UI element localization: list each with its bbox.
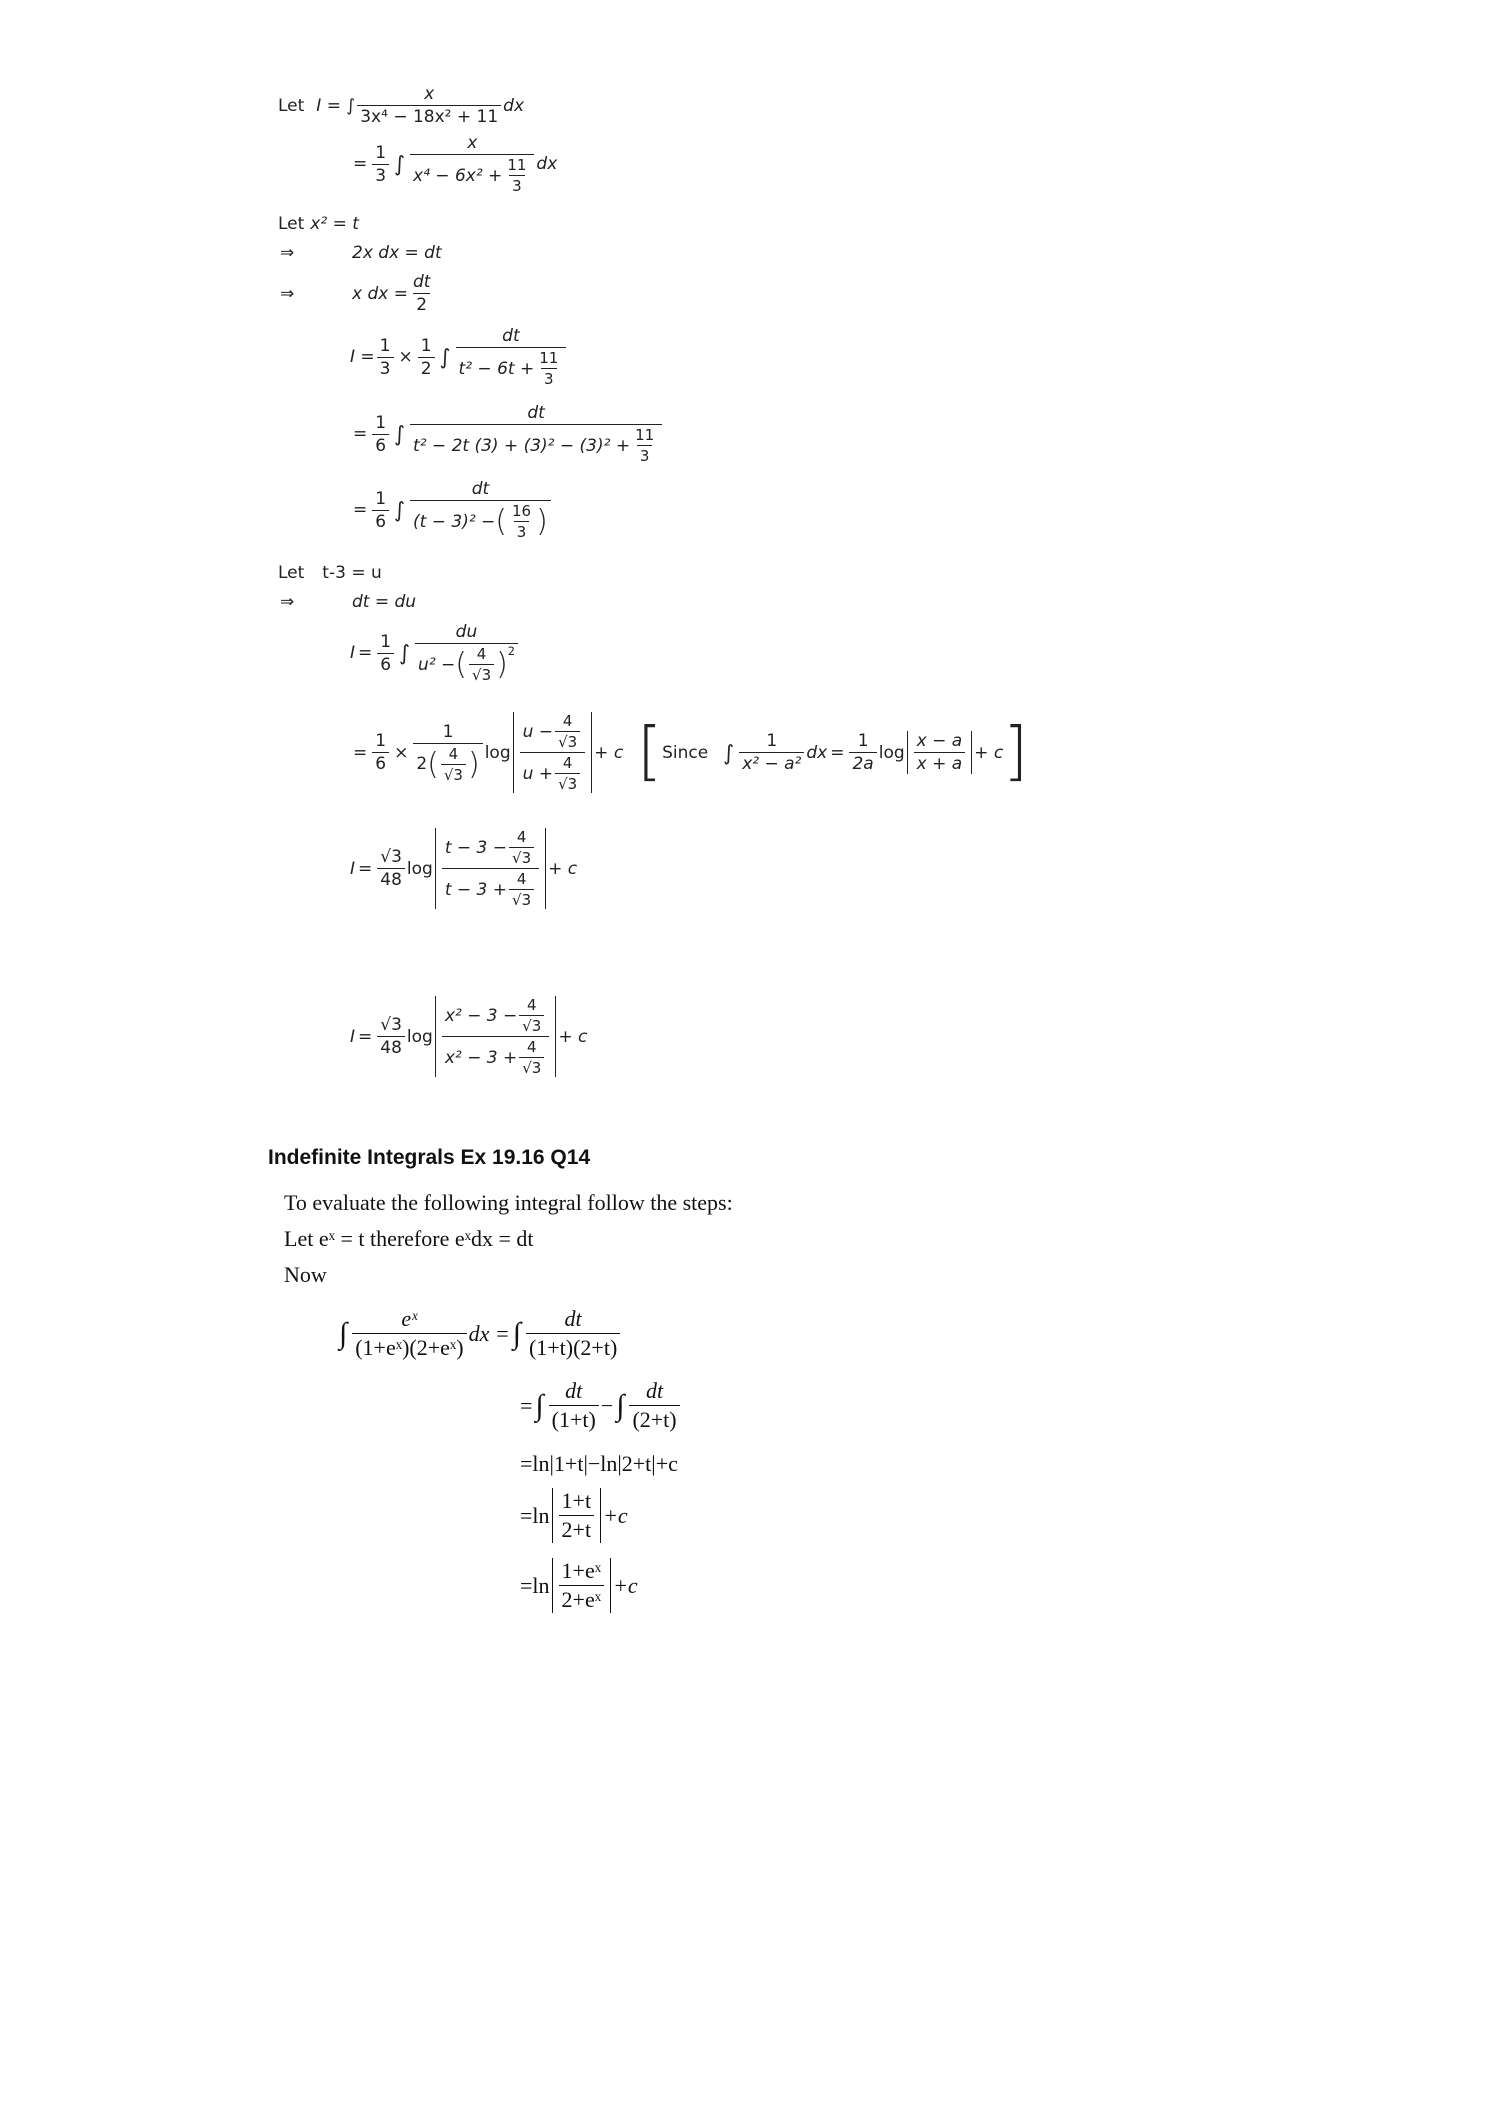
numerator: 4 [516, 870, 527, 888]
log-difference: =ln|1+t|−ln|2+t|+c [520, 1451, 678, 1476]
implies-arrow: ⇒ [280, 243, 295, 263]
denominator: 2a [849, 752, 876, 774]
denominator: √3 [519, 1057, 544, 1077]
fraction [352, 1306, 466, 1361]
substitution: t-3 = u [322, 563, 382, 583]
numerator [442, 996, 550, 1036]
denominator: 3 [372, 164, 389, 186]
fraction [509, 502, 534, 541]
absolute-value [435, 828, 546, 909]
denominator [442, 1036, 550, 1077]
fraction [469, 645, 494, 684]
fraction [372, 731, 389, 774]
denominator: 48 [377, 1036, 405, 1058]
denominator: 6 [372, 434, 389, 456]
implies-line-1 [280, 243, 294, 263]
equals-ln: =ln [520, 1572, 550, 1598]
denominator: (1+eˣ)(2+eˣ) [352, 1333, 466, 1361]
numerator: √3 [380, 1015, 402, 1035]
fraction [519, 1038, 544, 1077]
numerator: 16 [512, 502, 532, 520]
fraction [849, 731, 876, 774]
fraction [456, 326, 567, 388]
numerator: 1 [375, 731, 387, 751]
let-label: Let [278, 95, 305, 116]
absolute-value [513, 712, 593, 793]
numerator: 11 [539, 349, 559, 367]
denominator: 2+eˣ [559, 1585, 605, 1613]
implies-arrow: ⇒ [280, 592, 295, 612]
substitution: x² = t [310, 214, 359, 234]
fraction [413, 722, 482, 784]
equation-line-3: I = $\frac{1}{3}$ × $\frac{1}{2}$ ∫ dt t² − 6t + $\frac{11}{3}$ [350, 326, 568, 388]
denominator: u² − ( $\frac{4}{√3}$ ) $^2$ [415, 643, 518, 684]
numerator: √3 [380, 847, 402, 867]
denominator [456, 347, 567, 388]
fraction [559, 1488, 595, 1543]
fraction [536, 349, 561, 388]
fraction [372, 143, 389, 186]
numerator: 4 [527, 996, 537, 1014]
denominator: 2 ( $\frac{4}{√3}$ ) [413, 743, 482, 784]
numerator: 1 [375, 412, 387, 433]
equals: = [520, 1392, 533, 1418]
substitution-line-1 [278, 214, 359, 234]
denominator: 48 [377, 868, 405, 890]
numerator [442, 828, 539, 868]
numerator: 11 [635, 426, 655, 444]
denominator: √3 [519, 1015, 544, 1035]
dx-equals: dx = [468, 1320, 510, 1346]
numerator: 4 [562, 712, 573, 730]
numerator: x [467, 133, 478, 153]
numerator: 1 [375, 142, 387, 163]
denominator: x² − a² [739, 752, 804, 774]
step-2x-dx [352, 243, 442, 263]
intro-text [284, 1190, 733, 1216]
part2-line-5 [520, 1558, 638, 1613]
equation-line-2: = $\frac{1}{3}$ ∫ x x⁴ − 6x² + $\frac{11}{3}$ dx [353, 133, 558, 195]
absolute-value [552, 1558, 612, 1613]
fraction [629, 1378, 679, 1433]
fraction [372, 413, 389, 456]
constant: +c [613, 1572, 638, 1598]
equation-line-6: I = $\frac{1}{6}$ ∫ du u² − ( $\frac{4}{√3}$ ) $^2$ [350, 622, 520, 684]
fraction [526, 1306, 620, 1361]
numerator: du [455, 622, 478, 642]
numerator: 1+eˣ [561, 1558, 602, 1583]
term: u + [522, 763, 554, 784]
denominator-text: x⁴ − 6x² + [413, 165, 503, 186]
step-text: dt = du [352, 592, 417, 612]
dx: dx [806, 742, 828, 763]
equation-line-4: = $\frac{1}{6}$ ∫ dt t² − 2t (3) + (3)² − (3)² + $\frac{11}{3}$ [350, 403, 664, 465]
part2-line-4 [520, 1488, 628, 1543]
implies-line-3 [280, 592, 294, 612]
numerator: 4 [476, 645, 487, 663]
constant: + c [974, 742, 1004, 763]
part2-line-3 [520, 1451, 678, 1477]
log: log [406, 858, 433, 879]
denominator: 6 [372, 510, 389, 532]
log: log [484, 742, 511, 763]
denominator: 2+t [559, 1515, 595, 1543]
denominator: 3x⁴ − 18x² + 11 [357, 105, 501, 127]
denominator [410, 154, 534, 195]
numerator: x − a [916, 731, 963, 751]
fraction [509, 870, 534, 909]
denominator: 2 [418, 357, 435, 379]
numerator: eˣ [401, 1306, 418, 1331]
constant: + c [594, 742, 624, 763]
now: Now [284, 1262, 327, 1287]
two: 2 [416, 754, 428, 774]
denominator: 3 [637, 445, 653, 465]
numerator: dt [527, 403, 545, 423]
fraction [418, 336, 435, 379]
numerator: 1 [857, 731, 869, 751]
numerator: 4 [448, 744, 459, 763]
log: log [878, 742, 905, 763]
fraction [549, 1378, 599, 1433]
fraction [377, 336, 394, 379]
numerator: dt [412, 272, 431, 292]
numerator: 1 [442, 721, 454, 742]
denominator: (2+t) [629, 1405, 679, 1433]
numerator: 1 [375, 488, 387, 509]
equation-line-1 [278, 84, 524, 127]
denominator: (1+t)(2+t) [526, 1333, 620, 1361]
let-label: Let [278, 563, 305, 583]
numerator: dt [502, 326, 520, 346]
numerator: dt [645, 1378, 664, 1403]
numerator: 1 [380, 631, 392, 652]
denominator-text: u² − [418, 654, 456, 675]
equation-line-8: I = $\frac{√3}{48}$ log t − 3 − $\frac{4}{√3}$ t − 3 + $\frac{4}{√3}$ + c [350, 828, 578, 909]
step-text: x dx = [352, 283, 408, 304]
numerator: x [424, 84, 435, 104]
equation-line-5: = $\frac{1}{6}$ ∫ dt (t − 3)² − ( $\frac{16}{3}$ ) [350, 479, 553, 541]
fraction [441, 745, 466, 784]
minus: − [600, 1392, 614, 1418]
section-heading: Indefinite Integrals Ex 19.16 Q14 [268, 1146, 591, 1169]
substitution: Let eˣ = t therefore eˣdx = dt [284, 1226, 534, 1251]
fraction [377, 847, 405, 890]
part2-line-1: ∫ $\frac{\text{eˣ}}{\text{(1+eˣ)(2+eˣ)}}$ dx = ∫ $\frac{dt}{(1+t)(2+t)}$ [336, 1306, 622, 1361]
numerator: 1 [420, 335, 432, 356]
fraction [504, 156, 529, 195]
constant: +c [603, 1502, 628, 1528]
part2-line-2: = ∫ $\frac{dt}{(1+t)}$ − ∫ $\frac{dt}{(2+t)}$ [520, 1378, 682, 1433]
denominator: √3 [509, 847, 534, 867]
equation-line-9: I = $\frac{√3}{48}$ log x² − 3 − $\frac{4}{√3}$ x² − 3 + $\frac{4}{√3}$ + c [350, 996, 588, 1077]
fraction [739, 731, 804, 774]
times: × [394, 742, 409, 763]
numerator: 4 [516, 828, 527, 846]
step-dt-du [352, 592, 416, 612]
denominator-text: t² − 6t + [458, 358, 535, 379]
numerator: 1 [379, 335, 391, 356]
numerator: 4 [527, 1038, 537, 1056]
fraction [555, 712, 580, 751]
times: × [398, 347, 413, 367]
step-x-dx [352, 272, 435, 315]
fraction [442, 828, 539, 909]
implies-arrow: ⇒ [280, 284, 295, 304]
dx: dx [503, 95, 525, 116]
denominator: x + a [914, 752, 966, 774]
denominator: 3 [509, 175, 525, 195]
numerator [520, 712, 586, 752]
term: t − 3 − [444, 837, 508, 858]
fraction [410, 403, 662, 465]
intro: To evaluate the following integral follow the steps: [284, 1190, 733, 1215]
log: log [406, 1026, 433, 1047]
term: x² − 3 − [444, 1005, 518, 1026]
denominator: √3 [555, 773, 580, 793]
integral-lhs: I = ∫ [316, 95, 356, 116]
denominator-text: t² − 2t (3) + (3)² − (3)² + [413, 435, 631, 456]
fraction [914, 731, 966, 774]
fraction [410, 133, 534, 195]
denominator: √3 [509, 889, 534, 909]
fraction [357, 84, 501, 127]
numerator: 1+t [561, 1488, 592, 1513]
let-label: Let [278, 214, 305, 234]
denominator: 6 [372, 752, 389, 774]
denominator: √3 [441, 764, 466, 784]
absolute-value [907, 731, 973, 774]
since-label: Since [662, 742, 709, 763]
denominator: 6 [377, 653, 394, 675]
numerator: dt [471, 479, 490, 499]
denominator [410, 424, 662, 465]
fraction [519, 996, 544, 1035]
fraction [509, 828, 534, 867]
let-line [284, 1226, 534, 1252]
denominator: 2 [413, 293, 430, 315]
denominator [520, 752, 586, 793]
fraction [410, 272, 433, 315]
fraction [410, 479, 551, 541]
numerator: dt [564, 1306, 582, 1331]
absolute-value [435, 996, 557, 1077]
fraction [377, 632, 394, 675]
denominator: 3 [541, 368, 557, 388]
term: x² − 3 + [444, 1047, 518, 1068]
numerator: 4 [562, 754, 573, 772]
step-text: 2x dx = dt [352, 243, 442, 263]
fraction [632, 426, 657, 465]
numerator: dt [565, 1378, 583, 1403]
denominator: 3 [377, 357, 394, 379]
denominator: √3 [555, 731, 580, 751]
denominator-text: (t − 3)² − [413, 511, 496, 532]
constant: + c [548, 858, 578, 879]
numerator: 1 [766, 731, 778, 751]
fraction [377, 1015, 405, 1058]
equation-line-7: = $\frac{1}{6}$ × 1 2 ( $\frac{4}{√3}$ ) log u − $\frac{4}{√3}$ u + $\frac{4}{√3}$ + c [ Since ∫ $\frac{1}{\text{x² − a²}}$ dx = $\frac{1}{2a}$ log $\frac{x - a}{x + a}$ + c ] [353, 712, 1029, 793]
denominator: (1+t) [549, 1405, 599, 1433]
term: t − 3 + [444, 879, 508, 900]
fraction [372, 489, 389, 532]
numerator: 11 [507, 156, 527, 174]
substitution-line-2 [278, 563, 382, 583]
fraction [442, 996, 550, 1077]
dx: dx [536, 154, 558, 174]
now-line [284, 1262, 327, 1288]
implies-line-2 [280, 284, 294, 304]
fraction [520, 712, 586, 793]
constant: + c [558, 1026, 588, 1047]
fraction [555, 754, 580, 793]
equals-ln: =ln [520, 1502, 550, 1528]
lhs: I = [350, 347, 375, 367]
denominator: 3 [514, 521, 530, 541]
term: u − [522, 721, 554, 742]
denominator: √3 [469, 664, 494, 684]
absolute-value [552, 1488, 602, 1543]
fraction [559, 1558, 605, 1613]
fraction [415, 622, 518, 684]
denominator: (t − 3)² − ( $\frac{16}{3}$ ) [410, 500, 551, 541]
denominator [442, 868, 539, 909]
